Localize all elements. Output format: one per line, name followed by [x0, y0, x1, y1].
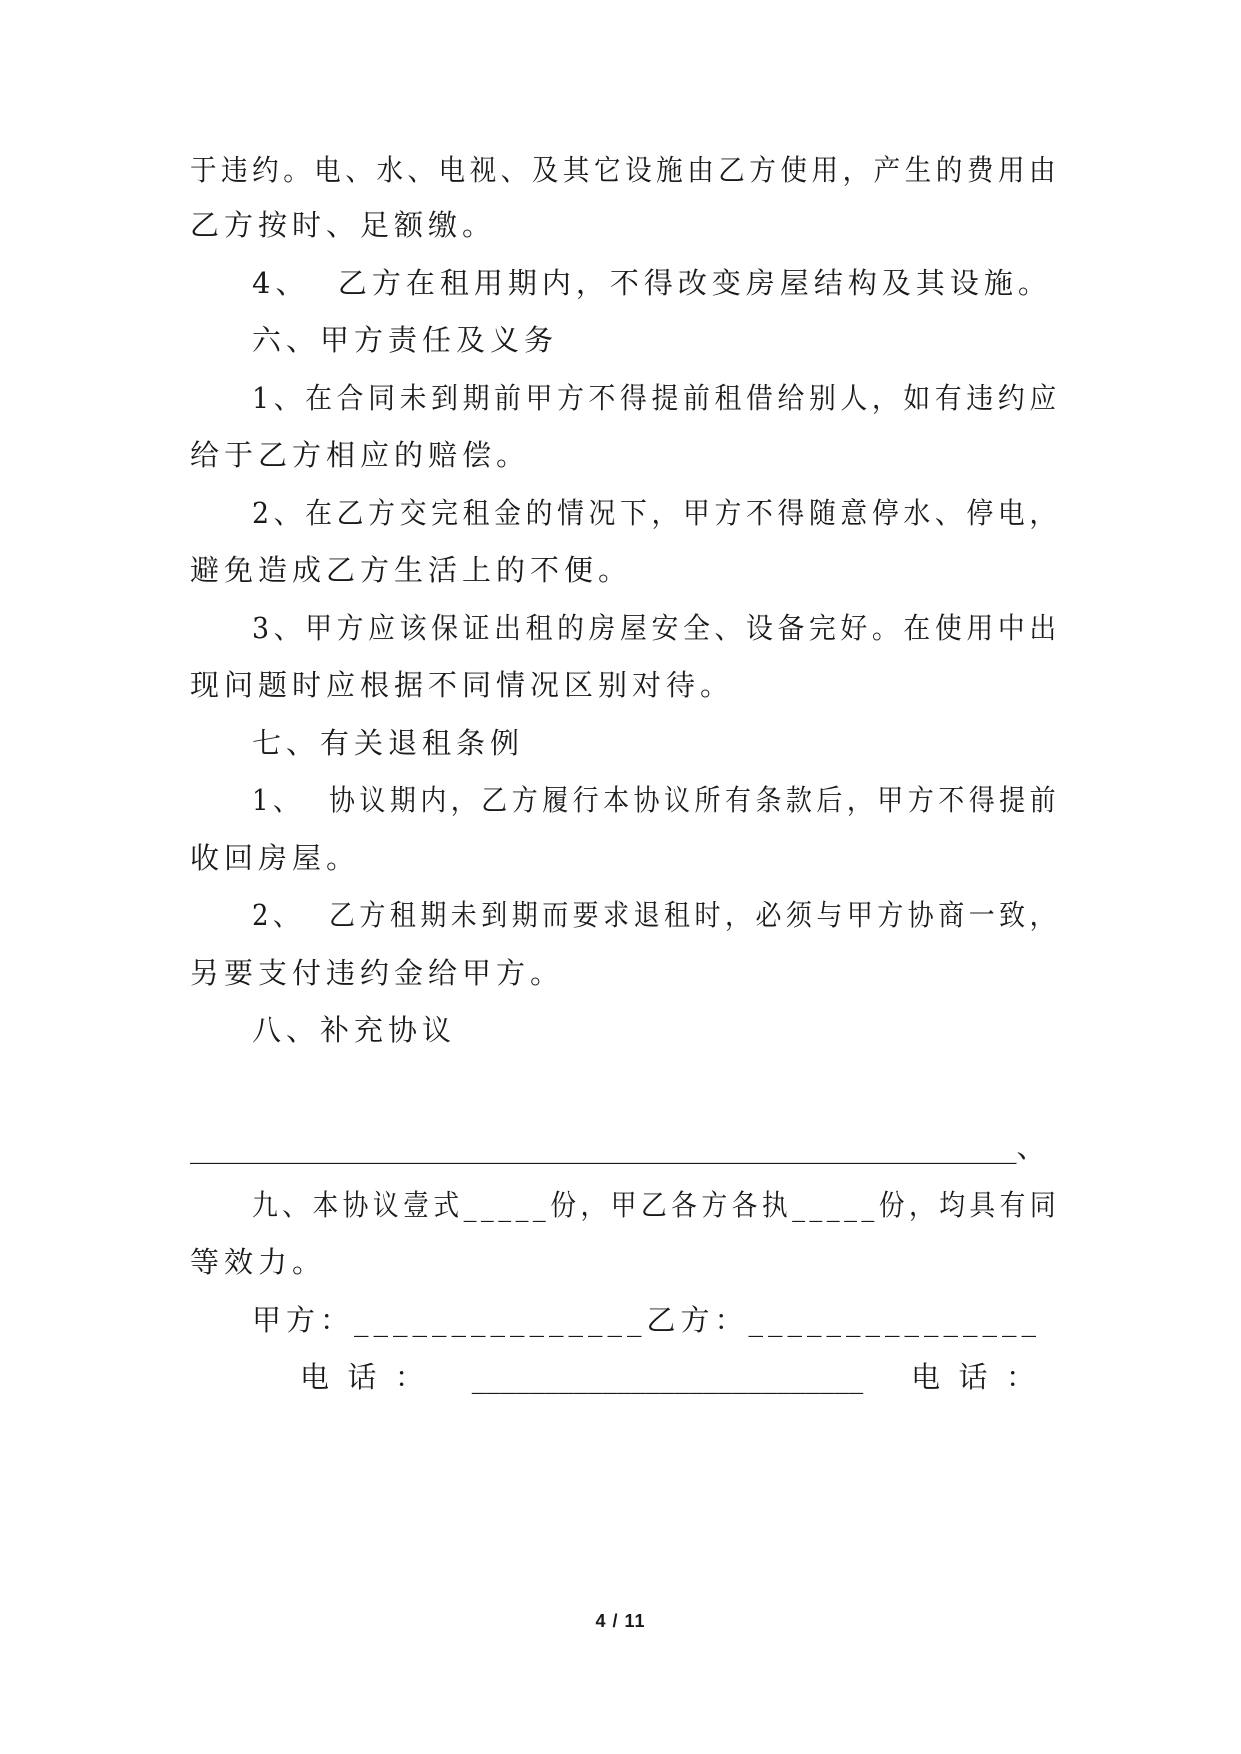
- clause-5-4: 4、 乙方在租用期内，不得改变房屋结构及其设施。: [252, 266, 1052, 300]
- section-heading-8: 八、补充协议: [252, 1013, 457, 1047]
- paragraph-line: 避免造成乙方生活上的不便。: [190, 553, 633, 587]
- section-heading-7: 七、有关退租条例: [252, 726, 525, 760]
- clause-6-3: 3、甲方应该保证出租的房屋安全、设备完好。在使用中出: [252, 611, 1061, 645]
- paragraph-line: 乙方按时、足额缴。: [190, 208, 497, 242]
- clause-7-1: 1、 协议期内，乙方履行本协议所有条款后，甲方不得提前: [252, 783, 1061, 817]
- page-number: 4 / 11: [595, 1611, 646, 1631]
- paragraph-line: 收回房屋。: [190, 841, 361, 875]
- paragraph-line: 另要支付违约金给甲方。: [190, 956, 565, 990]
- phone-label-party-b: 电 话 ：: [911, 1360, 1035, 1394]
- clause-9: 九、本协议壹式_____份，甲乙各方各执_____份，均具有同: [252, 1188, 1061, 1222]
- signature-row: 甲方：_______________乙方：_______________: [252, 1303, 1042, 1337]
- paragraph-line: 等效力。: [190, 1245, 327, 1279]
- clause-6-2: 2、在乙方交完租金的情况下，甲方不得随意停水、停电，: [252, 496, 1061, 530]
- phone-label-party-a: 电 话 ：: [300, 1360, 424, 1394]
- supplement-blank-line: _________________________________________________________、: [190, 1130, 1046, 1164]
- clause-7-2: 2、 乙方租期未到期而要求退租时，必须与甲方协商一致，: [252, 898, 1061, 932]
- phone-row: [300, 1357, 1035, 1397]
- section-heading-6: 六、甲方责任及义务: [252, 323, 559, 357]
- paragraph-line: 给于乙方相应的赔偿。: [190, 438, 531, 472]
- paragraph-line: 现问题时应根据不同情况区别对待。: [190, 668, 735, 702]
- clause-6-1: 1、在合同未到期前甲方不得提前租借给别人，如有违约应: [252, 381, 1061, 415]
- phone-blank: ___________________________: [471, 1360, 864, 1394]
- paragraph-line: 于违约。电、水、电视、及其它设施由乙方使用，产生的费用由: [190, 153, 1061, 187]
